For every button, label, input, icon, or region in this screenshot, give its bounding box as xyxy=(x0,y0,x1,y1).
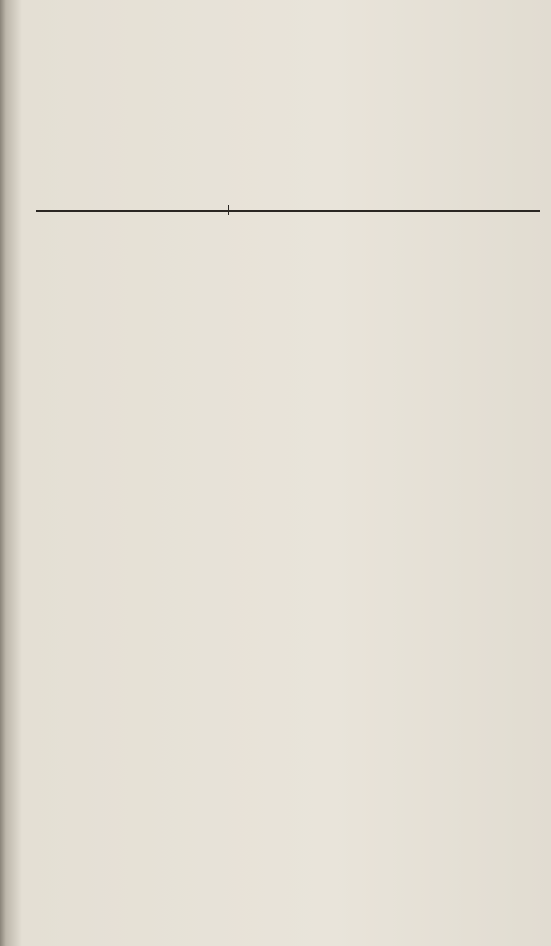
section-rule xyxy=(36,210,540,212)
body-text xyxy=(36,274,448,276)
rule-ornament xyxy=(228,205,243,215)
